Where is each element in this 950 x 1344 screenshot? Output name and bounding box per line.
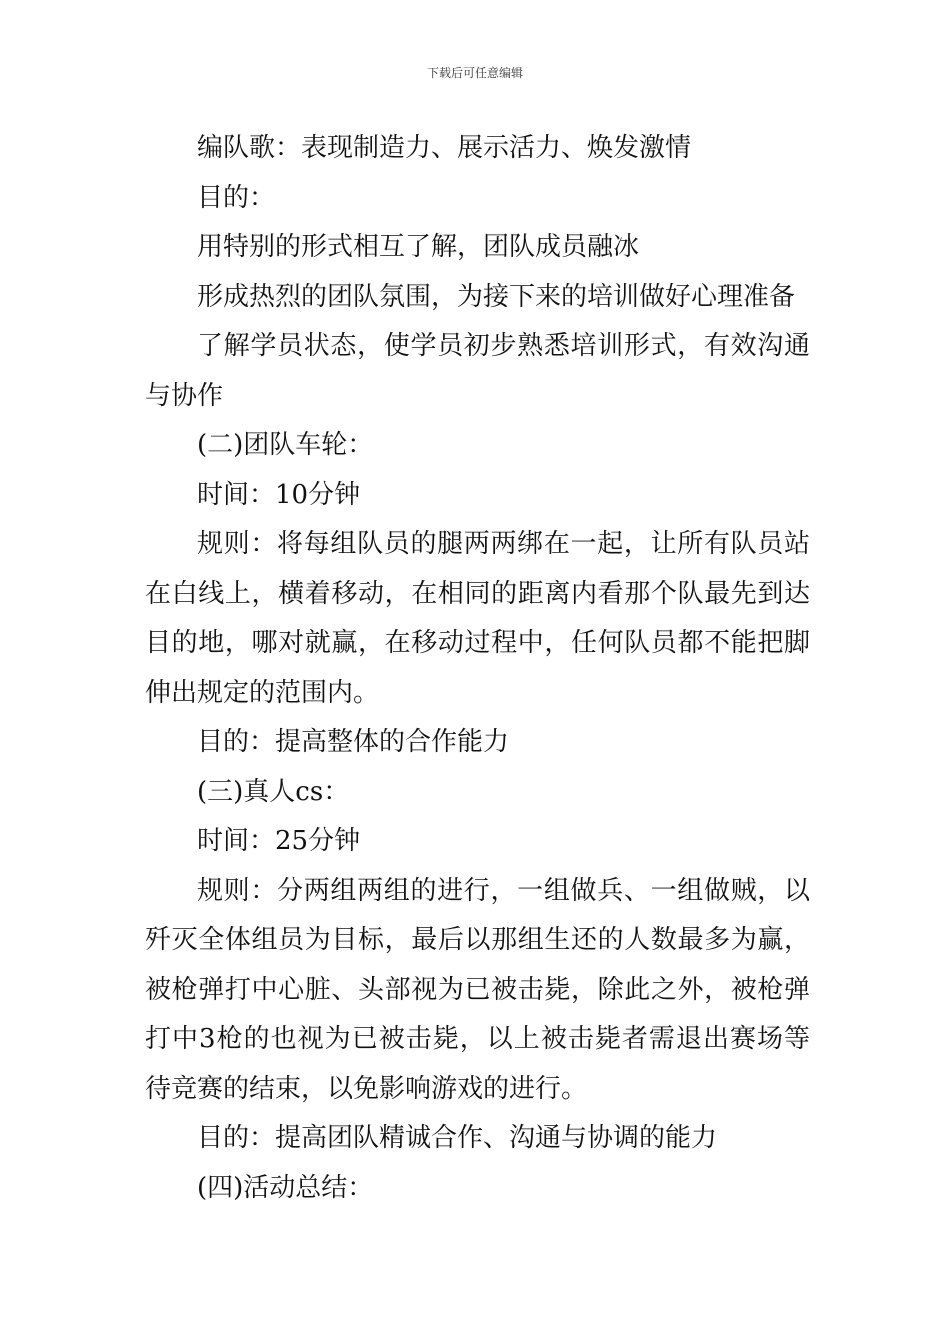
paragraph-cs-time: 时间：25分钟	[197, 826, 361, 856]
paragraph-team-song: 编队歌：表现制造力、展示活力、焕发激情	[197, 133, 692, 163]
paragraph-purpose-status: 了解学员状态，使学员初步熟悉培训形式，有效沟通与协作	[145, 331, 810, 411]
paragraph-cs-purpose: 目的：提高团队精诚合作、沟通与协调的能力	[197, 1123, 718, 1153]
section-heading-summary: (四)活动总结：	[197, 1172, 374, 1203]
paragraph-wheel-purpose: 目的：提高整体的合作能力	[197, 727, 510, 757]
paragraph-cs-rules: 规则：分两组两组的进行，一组做兵、一组做贼，以歼灭全体组员为目标，最后以那组生还的人数最多为赢，被枪弹打中心脏、头部视为已被击毙，除此之外，被枪弹打中3枪的也视为已被击毙，以上被击毙者需退出赛场等待竞赛的结束，以免影响游戏的进行。	[145, 875, 810, 1104]
section-heading-cs: (三)真人cs：	[197, 776, 350, 807]
paragraph-wheel-time: 时间：10分钟	[197, 479, 361, 510]
header-note: 下载后可任意编辑	[426, 66, 523, 80]
paragraph-purpose-icebreak: 用特别的形式相互了解，团队成员融冰	[197, 232, 640, 262]
paragraph-purpose-heading: 目的：	[197, 182, 276, 213]
paragraph-wheel-rules: 规则：将每组队员的腿两两绑在一起，让所有队员站在白线上，横着移动，在相同的距离内看那个队最先到达目的地，哪对就赢，在移动过程中，任何队员都不能把脚伸出规定的范围内。	[145, 529, 810, 708]
document-body	[145, 124, 810, 1213]
section-heading-team-wheel: (二)团队车轮：	[197, 430, 374, 460]
paragraph-purpose-atmosphere: 形成热烈的团队氛围，为接下来的培训做好心理准备	[197, 281, 796, 312]
